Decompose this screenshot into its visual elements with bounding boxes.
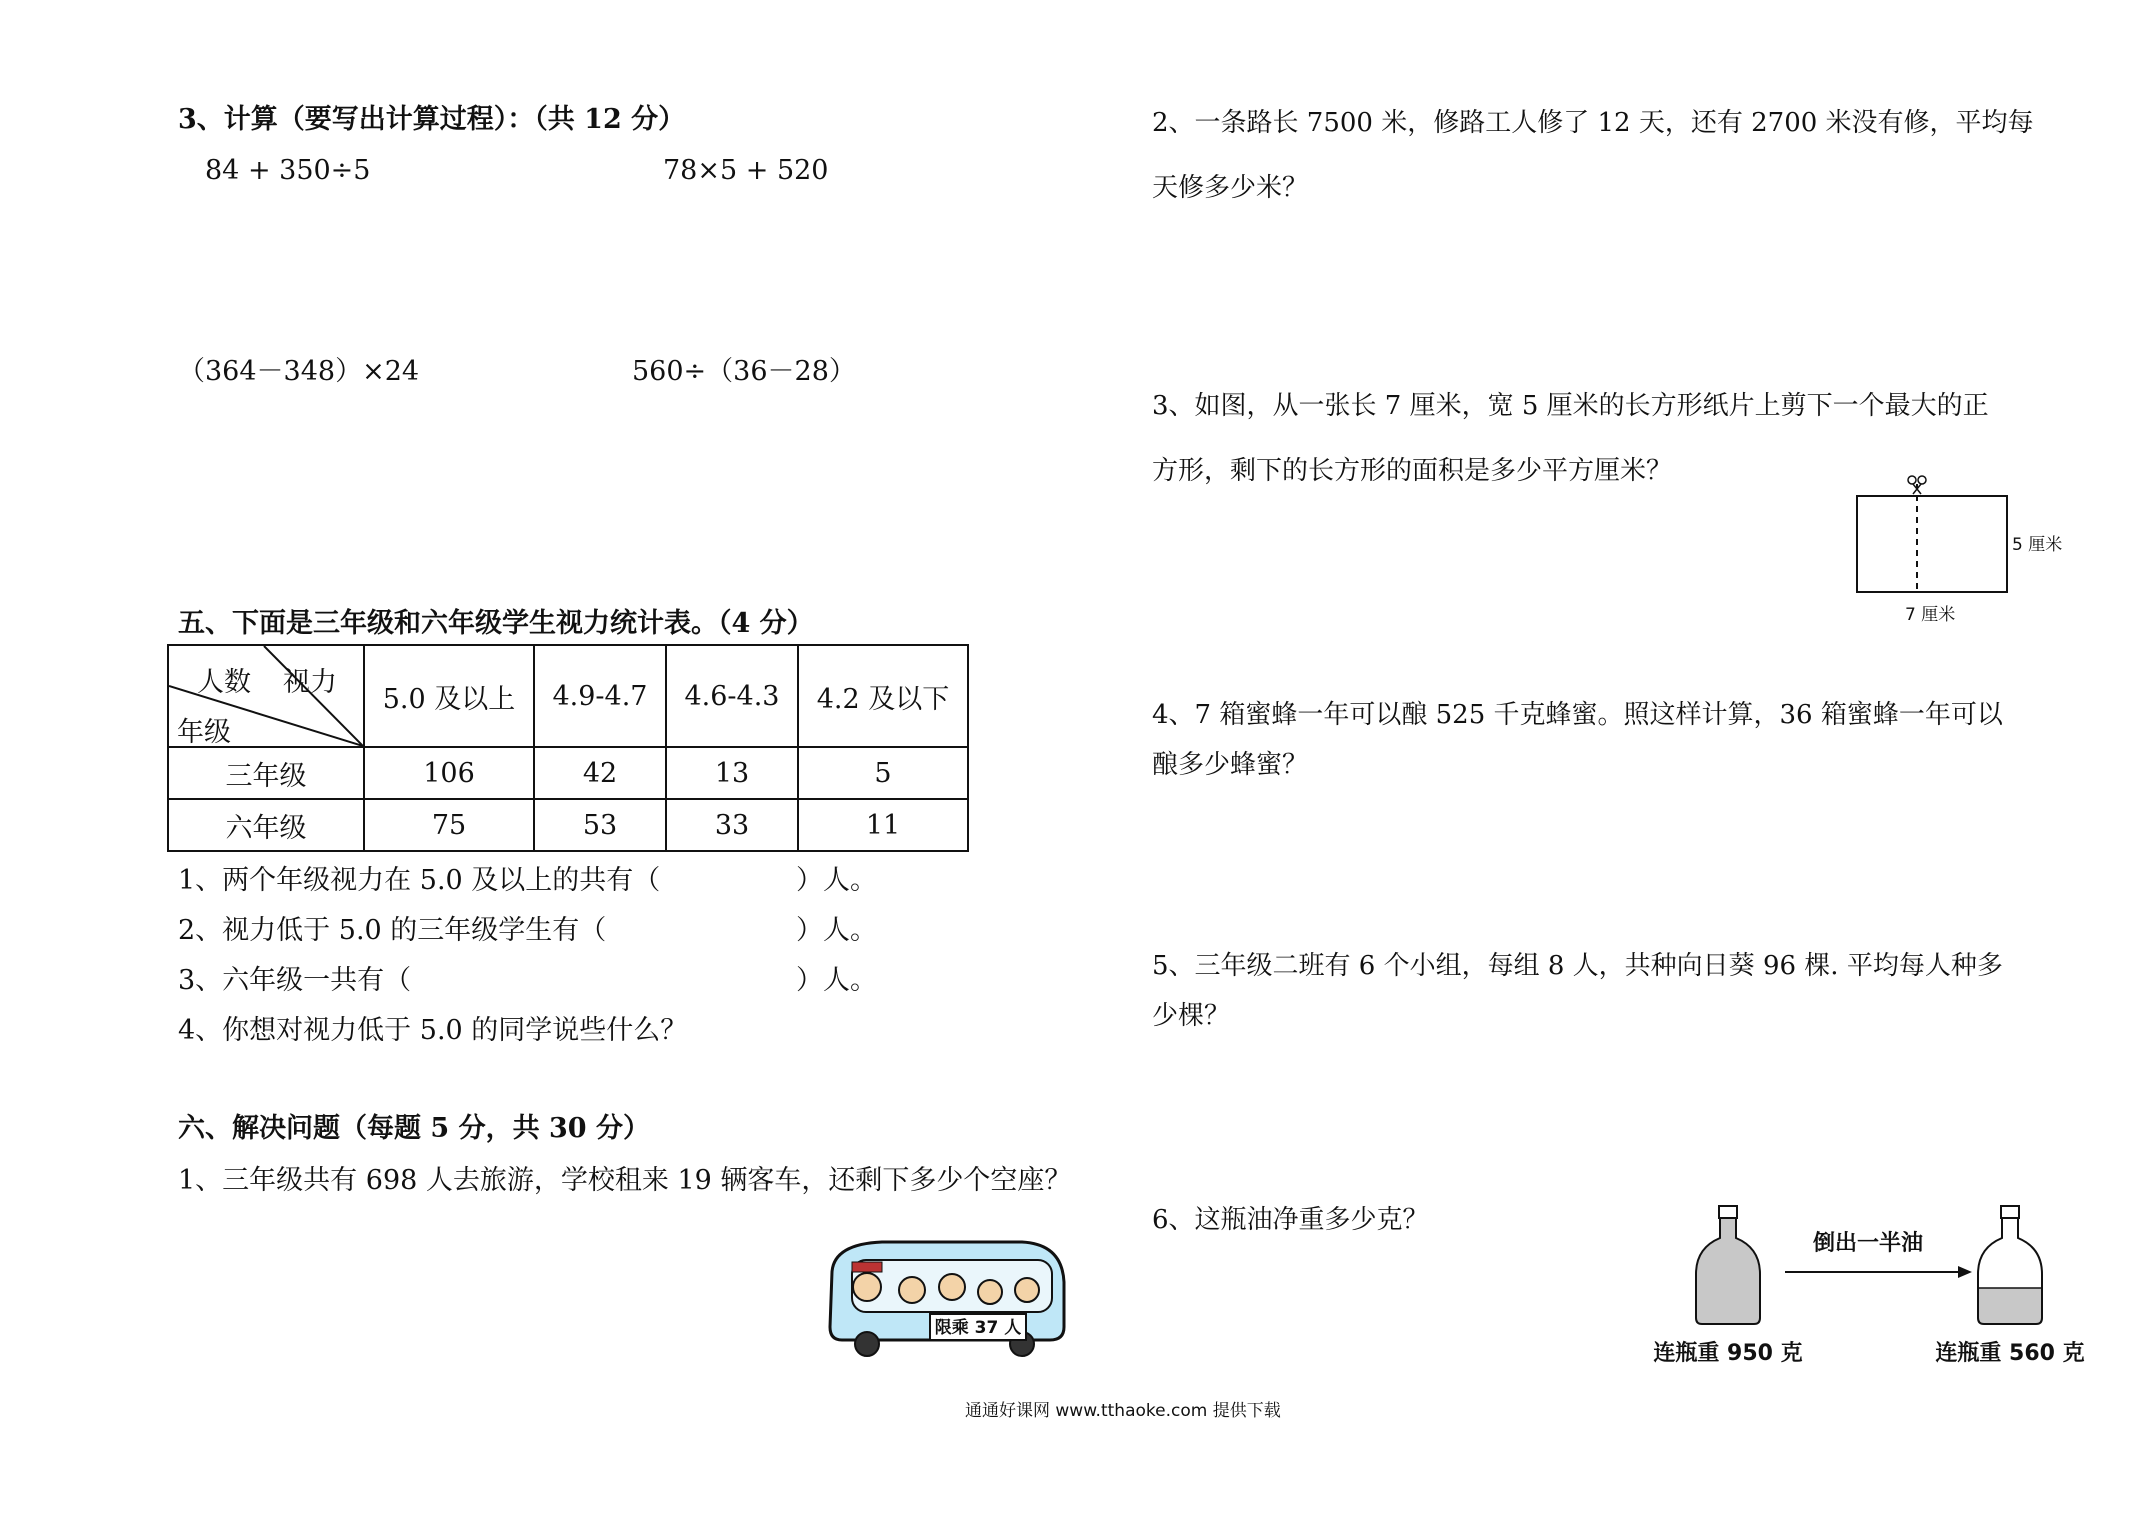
rectangle-figure [1845,470,2075,644]
table-row [168,747,968,799]
value-cell: 13 [666,747,798,799]
value-cell: 75 [364,799,534,851]
rect-width-label: 7 厘米 [1905,605,1956,625]
oil-bottles-diagram [1640,1190,2100,1370]
problem-2-line-1: 2、一条路长 7500 米，修路工人修了 12 天，还有 2700 米没有修，平均每 [1152,108,2034,138]
value-cell: 5 [798,747,968,799]
value-cell: 106 [364,747,534,799]
problem-1: 1、三年级共有 698 人去旅游，学校租来 19 辆客车，还剩下多少个空座？ [178,1165,1072,1196]
corner-shili: 视力 [283,667,337,698]
table-header: 4.9-4.7 [534,645,666,747]
rectangle-diagram [1845,470,2075,640]
problem-4-line-1: 4、7 箱蜜蜂一年可以酿 525 千克蜂蜜。照这样计算，36 箱蜜蜂一年可以 [1152,700,2003,730]
pour-label: 倒出一半油 [1812,1231,1924,1256]
table-row [168,799,968,851]
table-question-2-end: ）人。 [796,915,877,946]
half-bottle-icon [1978,1206,2042,1324]
section-5-title: 五、下面是三年级和六年级学生视力统计表。（4 分） [178,608,814,639]
rect-height-label: 5 厘米 [2012,535,2063,555]
table-header: 4.2 及以下 [798,645,968,747]
problem-5-line-2: 少棵？ [1152,1001,1231,1031]
problem-4-line-2: 酿多少蜂蜜？ [1152,750,1309,780]
value-cell: 42 [534,747,666,799]
bottle-2-label: 连瓶重 560 克 [1935,1341,2085,1366]
value-cell: 33 [666,799,798,851]
bus-label: 限乘 37 人 [934,1318,1022,1338]
problem-3-line-1: 3、如图，从一张长 7 厘米，宽 5 厘米的长方形纸片上剪下一个最大的正 [1152,391,1989,421]
table-question-3-end: ）人。 [796,965,877,996]
table-header: 5.0 及以上 [364,645,534,747]
grade-cell: 三年级 [168,747,364,799]
table-header: 4.6-4.3 [666,645,798,747]
calc-expression-4: 560÷（36－28） [632,356,856,387]
table-question-2: 2、视力低于 5.0 的三年级学生有（ [178,915,607,946]
footer-text: 通通好课网 www.tthaoke.com 提供下载 [965,1401,1281,1421]
bus-icon [822,1232,1072,1362]
corner-renshu: 人数 [197,667,251,698]
problem-6: 6、这瓶油净重多少克？ [1152,1205,1429,1235]
oil-bottles-figure [1640,1190,2100,1374]
problem-2-line-2: 天修多少米？ [1152,173,1309,203]
table-question-4: 4、你想对视力低于 5.0 的同学说些什么？ [178,1015,688,1046]
section-6-title: 六、解决问题（每题 5 分，共 30 分） [178,1113,650,1144]
table-question-1-end: ）人。 [796,865,877,896]
calc-expression-2: 78×5 + 520 [663,155,829,186]
section-3-title: 3、计算（要写出计算过程）：（共 12 分） [178,104,686,135]
value-cell: 11 [798,799,968,851]
corner-nianji: 年级 [177,717,231,748]
bus-illustration [822,1232,1072,1366]
vision-stats-table [167,644,969,852]
value-cell: 53 [534,799,666,851]
arrow-icon [1785,1266,1972,1278]
bottle-1-label: 连瓶重 950 克 [1653,1341,1803,1366]
calc-expression-1: 84 + 350÷5 [205,155,371,186]
problem-3-line-2: 方形，剩下的长方形的面积是多少平方厘米？ [1152,456,1673,486]
calc-expression-3: （364－348）×24 [178,356,420,387]
table-question-1: 1、两个年级视力在 5.0 及以上的共有（ [178,865,661,896]
problem-5-line-1: 5、三年级二班有 6 个小组，每组 8 人，共种向日葵 96 棵. 平均每人种多 [1152,951,2003,981]
table-corner-cell [168,645,364,747]
table-question-3: 3、六年级一共有（ [178,965,412,996]
grade-cell: 六年级 [168,799,364,851]
full-bottle-icon [1696,1206,1760,1324]
